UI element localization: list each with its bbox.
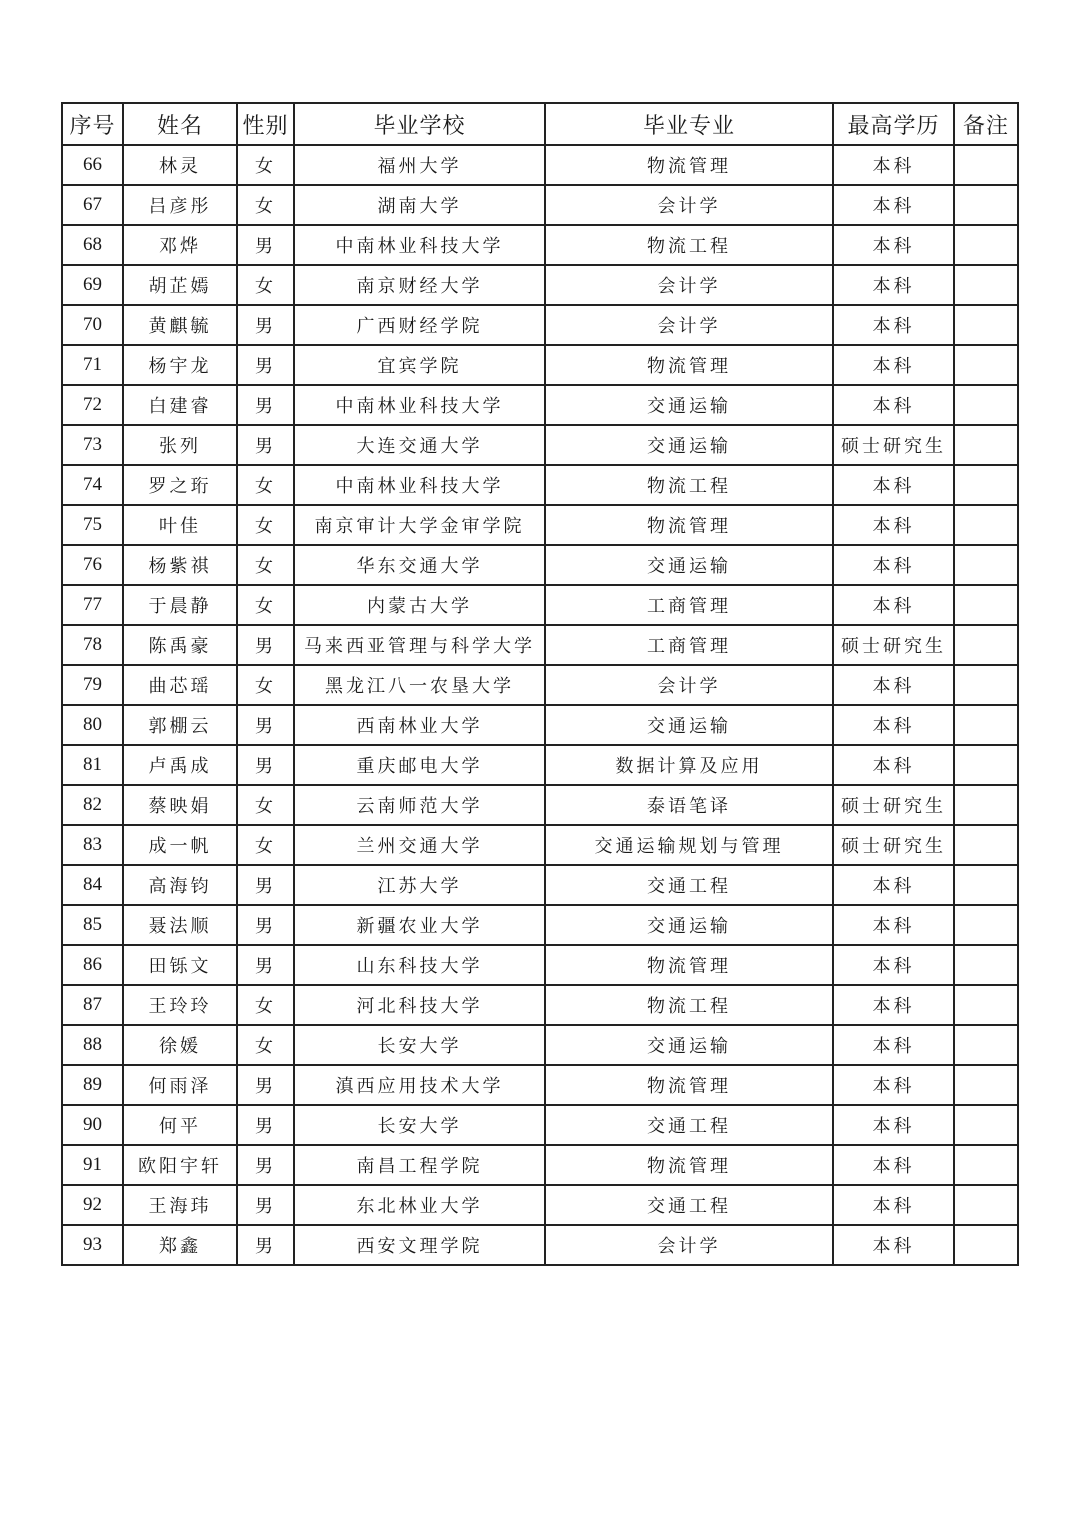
table-row (62, 425, 1018, 465)
cell-degree: 本科 (833, 1105, 954, 1145)
cell-gender: 女 (237, 585, 294, 625)
cell-remarks (954, 985, 1018, 1025)
cell-serial-number: 83 (62, 825, 123, 865)
cell-remarks (954, 465, 1018, 505)
cell-serial-number: 91 (62, 1145, 123, 1185)
table-body (62, 145, 1018, 1265)
cell-degree: 本科 (833, 1065, 954, 1105)
cell-remarks (954, 1025, 1018, 1065)
cell-school: 西南林业大学 (294, 705, 545, 745)
header-serial-number: 序号 (62, 103, 123, 145)
cell-school: 广西财经学院 (294, 305, 545, 345)
table-row (62, 585, 1018, 625)
cell-name: 黄麒毓 (123, 305, 237, 345)
cell-remarks (954, 1225, 1018, 1265)
cell-gender: 男 (237, 625, 294, 665)
cell-degree: 本科 (833, 905, 954, 945)
table-row (62, 625, 1018, 665)
cell-name: 曲芯瑶 (123, 665, 237, 705)
cell-serial-number: 69 (62, 265, 123, 305)
cell-gender: 女 (237, 1025, 294, 1065)
cell-gender: 男 (237, 385, 294, 425)
cell-school: 长安大学 (294, 1025, 545, 1065)
cell-degree: 本科 (833, 465, 954, 505)
cell-remarks (954, 785, 1018, 825)
cell-degree: 本科 (833, 385, 954, 425)
cell-gender: 男 (237, 745, 294, 785)
cell-serial-number: 68 (62, 225, 123, 265)
cell-remarks (954, 665, 1018, 705)
cell-degree: 本科 (833, 1145, 954, 1185)
table-row (62, 225, 1018, 265)
cell-major: 物流管理 (545, 345, 833, 385)
roster-table (61, 102, 1019, 1266)
table-row (62, 1105, 1018, 1145)
cell-remarks (954, 1185, 1018, 1225)
cell-name: 陈禹豪 (123, 625, 237, 665)
header-degree: 最高学历 (833, 103, 954, 145)
cell-remarks (954, 1065, 1018, 1105)
cell-gender: 女 (237, 505, 294, 545)
cell-school: 兰州交通大学 (294, 825, 545, 865)
cell-major: 会计学 (545, 305, 833, 345)
header-school: 毕业学校 (294, 103, 545, 145)
cell-gender: 男 (237, 865, 294, 905)
cell-serial-number: 86 (62, 945, 123, 985)
cell-degree: 本科 (833, 745, 954, 785)
cell-school: 内蒙古大学 (294, 585, 545, 625)
cell-school: 滇西应用技术大学 (294, 1065, 545, 1105)
cell-name: 成一帆 (123, 825, 237, 865)
cell-gender: 男 (237, 945, 294, 985)
cell-degree: 本科 (833, 945, 954, 985)
cell-serial-number: 79 (62, 665, 123, 705)
cell-gender: 男 (237, 225, 294, 265)
cell-degree: 本科 (833, 1185, 954, 1225)
cell-degree: 本科 (833, 985, 954, 1025)
cell-major: 物流工程 (545, 225, 833, 265)
table-row (62, 705, 1018, 745)
cell-serial-number: 92 (62, 1185, 123, 1225)
cell-gender: 女 (237, 785, 294, 825)
cell-remarks (954, 225, 1018, 265)
cell-serial-number: 72 (62, 385, 123, 425)
cell-degree: 本科 (833, 225, 954, 265)
cell-name: 罗之珩 (123, 465, 237, 505)
header-major: 毕业专业 (545, 103, 833, 145)
cell-major: 物流管理 (545, 1145, 833, 1185)
table-row (62, 185, 1018, 225)
cell-school: 云南师范大学 (294, 785, 545, 825)
table-row (62, 825, 1018, 865)
cell-serial-number: 78 (62, 625, 123, 665)
cell-major: 泰语笔译 (545, 785, 833, 825)
cell-gender: 男 (237, 305, 294, 345)
cell-serial-number: 85 (62, 905, 123, 945)
cell-major: 交通工程 (545, 1105, 833, 1145)
cell-name: 聂法顺 (123, 905, 237, 945)
cell-gender: 男 (237, 905, 294, 945)
table-row (62, 505, 1018, 545)
cell-major: 交通运输规划与管理 (545, 825, 833, 865)
cell-school: 中南林业科技大学 (294, 465, 545, 505)
cell-remarks (954, 145, 1018, 185)
cell-gender: 男 (237, 1065, 294, 1105)
cell-school: 湖南大学 (294, 185, 545, 225)
cell-name: 郑鑫 (123, 1225, 237, 1265)
cell-degree: 本科 (833, 145, 954, 185)
cell-remarks (954, 505, 1018, 545)
table-row (62, 985, 1018, 1025)
cell-name: 邓烨 (123, 225, 237, 265)
cell-gender: 女 (237, 185, 294, 225)
cell-remarks (954, 945, 1018, 985)
table-row (62, 1025, 1018, 1065)
cell-degree: 本科 (833, 705, 954, 745)
cell-name: 胡芷嫣 (123, 265, 237, 305)
cell-serial-number: 80 (62, 705, 123, 745)
table-header (62, 103, 1018, 145)
cell-school: 南京审计大学金审学院 (294, 505, 545, 545)
cell-serial-number: 93 (62, 1225, 123, 1265)
cell-serial-number: 66 (62, 145, 123, 185)
cell-serial-number: 82 (62, 785, 123, 825)
cell-school: 长安大学 (294, 1105, 545, 1145)
cell-name: 王玲玲 (123, 985, 237, 1025)
cell-gender: 女 (237, 985, 294, 1025)
cell-name: 王海玮 (123, 1185, 237, 1225)
cell-school: 马来西亚管理与科学大学 (294, 625, 545, 665)
cell-gender: 女 (237, 265, 294, 305)
cell-name: 林灵 (123, 145, 237, 185)
cell-major: 物流管理 (545, 945, 833, 985)
table-row (62, 345, 1018, 385)
table-row (62, 785, 1018, 825)
cell-major: 物流管理 (545, 505, 833, 545)
cell-gender: 女 (237, 465, 294, 505)
cell-major: 工商管理 (545, 585, 833, 625)
cell-serial-number: 76 (62, 545, 123, 585)
table-row (62, 1065, 1018, 1105)
table-row (62, 665, 1018, 705)
cell-serial-number: 77 (62, 585, 123, 625)
cell-name: 高海钧 (123, 865, 237, 905)
cell-school: 山东科技大学 (294, 945, 545, 985)
table-row (62, 305, 1018, 345)
table-row (62, 745, 1018, 785)
cell-remarks (954, 745, 1018, 785)
cell-major: 会计学 (545, 665, 833, 705)
cell-serial-number: 70 (62, 305, 123, 345)
cell-gender: 男 (237, 345, 294, 385)
cell-serial-number: 67 (62, 185, 123, 225)
cell-major: 交通工程 (545, 1185, 833, 1225)
cell-major: 会计学 (545, 1225, 833, 1265)
cell-major: 会计学 (545, 185, 833, 225)
cell-remarks (954, 385, 1018, 425)
cell-school: 西安文理学院 (294, 1225, 545, 1265)
cell-serial-number: 87 (62, 985, 123, 1025)
cell-major: 交通运输 (545, 425, 833, 465)
cell-major: 交通运输 (545, 705, 833, 745)
table-row (62, 865, 1018, 905)
cell-school: 宜宾学院 (294, 345, 545, 385)
cell-degree: 硕士研究生 (833, 625, 954, 665)
header-remarks: 备注 (954, 103, 1018, 145)
cell-name: 杨紫祺 (123, 545, 237, 585)
cell-remarks (954, 825, 1018, 865)
cell-name: 郭棚云 (123, 705, 237, 745)
cell-school: 东北林业大学 (294, 1185, 545, 1225)
cell-major: 交通运输 (545, 385, 833, 425)
cell-serial-number: 81 (62, 745, 123, 785)
cell-gender: 男 (237, 1225, 294, 1265)
cell-major: 交通运输 (545, 1025, 833, 1065)
cell-serial-number: 88 (62, 1025, 123, 1065)
cell-remarks (954, 865, 1018, 905)
cell-gender: 女 (237, 145, 294, 185)
cell-school: 南京财经大学 (294, 265, 545, 305)
cell-degree: 本科 (833, 545, 954, 585)
table-row (62, 465, 1018, 505)
header-gender: 性别 (237, 103, 294, 145)
cell-degree: 硕士研究生 (833, 785, 954, 825)
cell-major: 工商管理 (545, 625, 833, 665)
cell-name: 蔡映娟 (123, 785, 237, 825)
cell-gender: 男 (237, 1145, 294, 1185)
cell-degree: 本科 (833, 305, 954, 345)
cell-degree: 本科 (833, 345, 954, 385)
header-name: 姓名 (123, 103, 237, 145)
cell-remarks (954, 305, 1018, 345)
cell-name: 于晨静 (123, 585, 237, 625)
cell-school: 重庆邮电大学 (294, 745, 545, 785)
cell-school: 华东交通大学 (294, 545, 545, 585)
cell-gender: 男 (237, 705, 294, 745)
cell-school: 黑龙江八一农垦大学 (294, 665, 545, 705)
cell-degree: 硕士研究生 (833, 825, 954, 865)
cell-degree: 本科 (833, 665, 954, 705)
cell-serial-number: 71 (62, 345, 123, 385)
cell-degree: 本科 (833, 865, 954, 905)
cell-major: 物流工程 (545, 985, 833, 1025)
table-row (62, 905, 1018, 945)
cell-school: 江苏大学 (294, 865, 545, 905)
cell-major: 交通运输 (545, 905, 833, 945)
cell-remarks (954, 705, 1018, 745)
cell-remarks (954, 625, 1018, 665)
cell-remarks (954, 1145, 1018, 1185)
cell-degree: 本科 (833, 265, 954, 305)
header-row (62, 103, 1018, 145)
cell-name: 何雨泽 (123, 1065, 237, 1105)
cell-gender: 男 (237, 425, 294, 465)
cell-remarks (954, 265, 1018, 305)
cell-gender: 男 (237, 1105, 294, 1145)
table-row (62, 545, 1018, 585)
cell-name: 徐媛 (123, 1025, 237, 1065)
cell-name: 吕彦彤 (123, 185, 237, 225)
table-row (62, 945, 1018, 985)
cell-major: 交通运输 (545, 545, 833, 585)
cell-remarks (954, 425, 1018, 465)
cell-serial-number: 75 (62, 505, 123, 545)
cell-serial-number: 89 (62, 1065, 123, 1105)
cell-major: 交通工程 (545, 865, 833, 905)
cell-major: 数据计算及应用 (545, 745, 833, 785)
cell-degree: 本科 (833, 505, 954, 545)
cell-remarks (954, 585, 1018, 625)
cell-remarks (954, 345, 1018, 385)
cell-school: 福州大学 (294, 145, 545, 185)
table-row (62, 1145, 1018, 1185)
table-row (62, 1185, 1018, 1225)
cell-name: 叶佳 (123, 505, 237, 545)
cell-name: 何平 (123, 1105, 237, 1145)
cell-major: 物流管理 (545, 145, 833, 185)
cell-remarks (954, 1105, 1018, 1145)
cell-serial-number: 84 (62, 865, 123, 905)
cell-name: 田铄文 (123, 945, 237, 985)
table-row (62, 385, 1018, 425)
cell-school: 河北科技大学 (294, 985, 545, 1025)
cell-degree: 本科 (833, 185, 954, 225)
cell-degree: 硕士研究生 (833, 425, 954, 465)
cell-school: 南昌工程学院 (294, 1145, 545, 1185)
cell-serial-number: 74 (62, 465, 123, 505)
cell-major: 物流工程 (545, 465, 833, 505)
table-row (62, 145, 1018, 185)
cell-remarks (954, 545, 1018, 585)
cell-name: 白建睿 (123, 385, 237, 425)
cell-name: 张列 (123, 425, 237, 465)
cell-serial-number: 73 (62, 425, 123, 465)
cell-gender: 女 (237, 545, 294, 585)
cell-name: 杨宇龙 (123, 345, 237, 385)
cell-remarks (954, 185, 1018, 225)
cell-major: 会计学 (545, 265, 833, 305)
cell-degree: 本科 (833, 1025, 954, 1065)
cell-school: 大连交通大学 (294, 425, 545, 465)
cell-school: 中南林业科技大学 (294, 385, 545, 425)
cell-major: 物流管理 (545, 1065, 833, 1105)
cell-name: 卢禹成 (123, 745, 237, 785)
cell-serial-number: 90 (62, 1105, 123, 1145)
cell-degree: 本科 (833, 585, 954, 625)
table-row (62, 1225, 1018, 1265)
cell-degree: 本科 (833, 1225, 954, 1265)
cell-gender: 女 (237, 665, 294, 705)
cell-remarks (954, 905, 1018, 945)
cell-school: 新疆农业大学 (294, 905, 545, 945)
cell-name: 欧阳宇轩 (123, 1145, 237, 1185)
cell-school: 中南林业科技大学 (294, 225, 545, 265)
cell-gender: 女 (237, 825, 294, 865)
table-row (62, 265, 1018, 305)
cell-gender: 男 (237, 1185, 294, 1225)
